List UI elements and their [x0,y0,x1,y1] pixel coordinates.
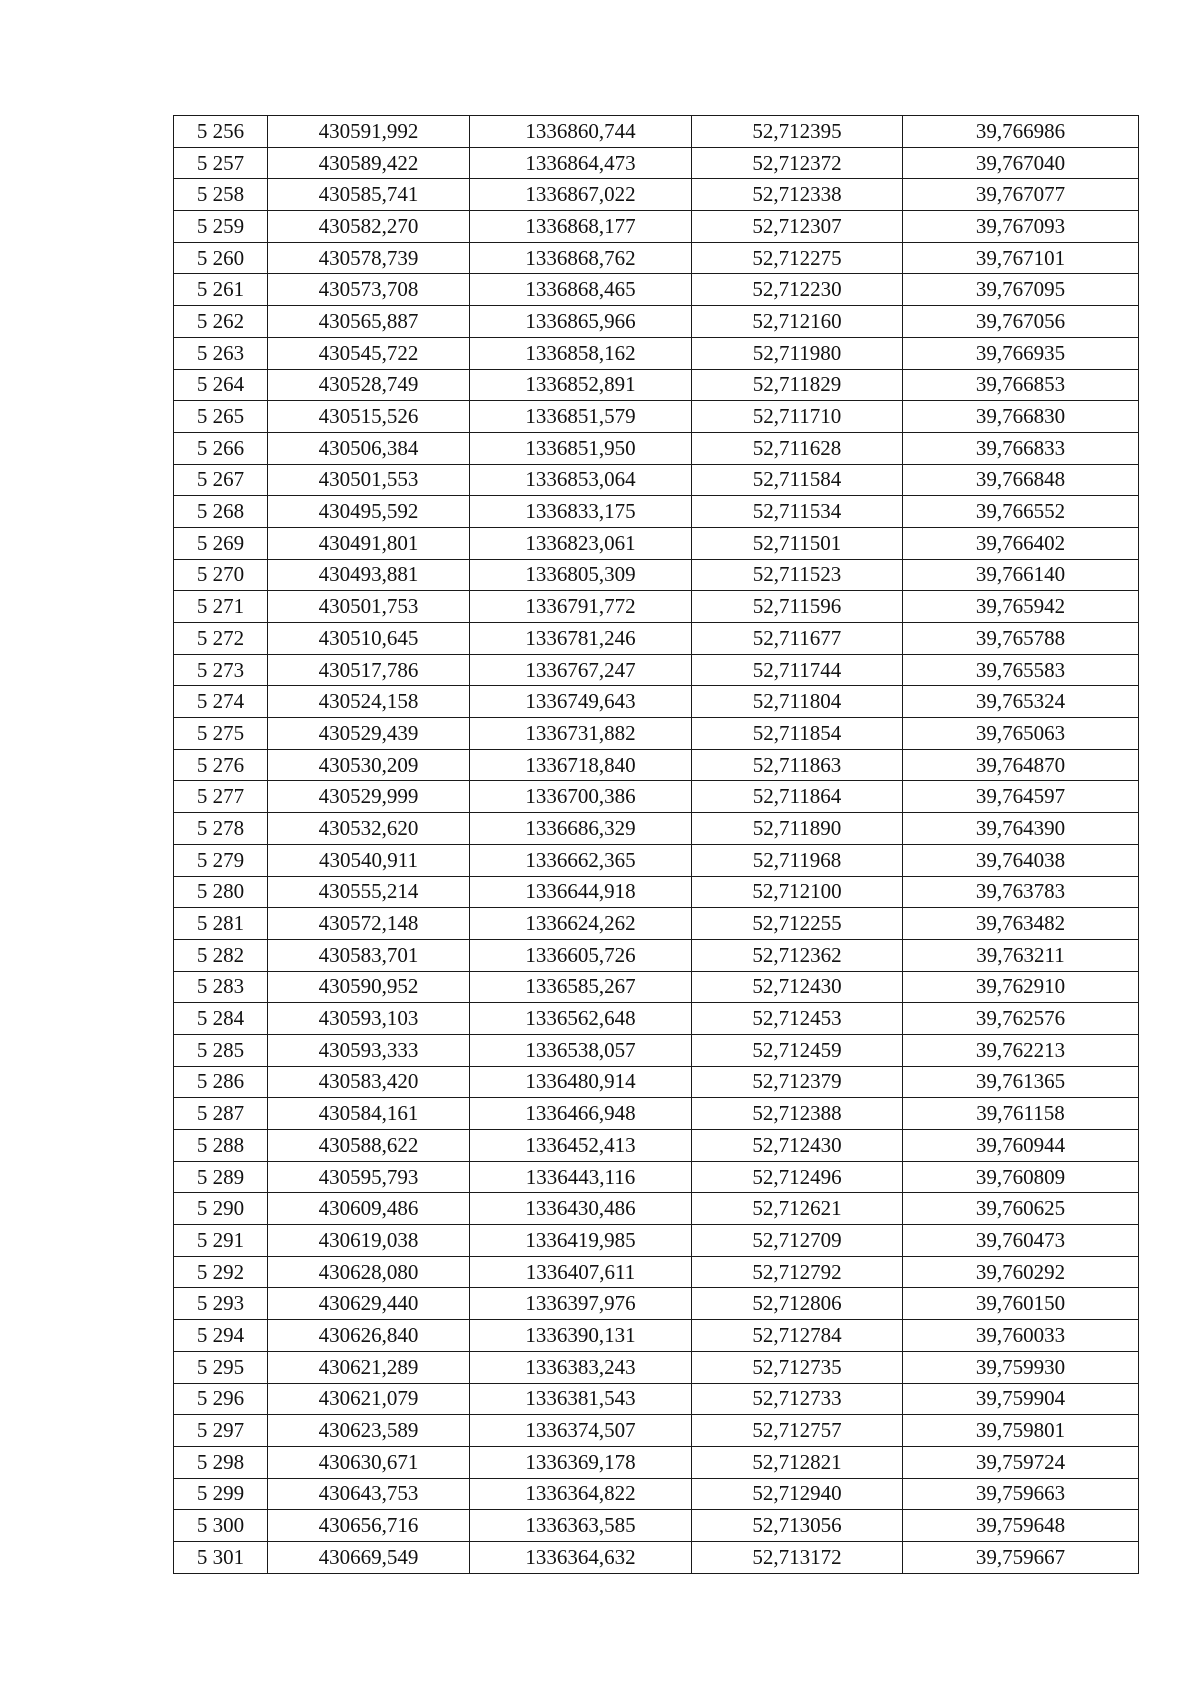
y-coordinate-cell: 1336562,648 [470,1003,692,1035]
x-coordinate-cell: 430491,801 [268,527,470,559]
latitude-cell: 52,712784 [692,1320,903,1352]
point-number-cell: 5 266 [174,432,268,464]
table-row [174,147,1139,179]
table-row [174,1541,1139,1573]
longitude-cell: 39,766986 [903,116,1139,148]
table-row [174,813,1139,845]
longitude-cell: 39,760809 [903,1161,1139,1193]
longitude-cell: 39,767095 [903,274,1139,306]
latitude-cell: 52,712100 [692,876,903,908]
x-coordinate-cell: 430593,103 [268,1003,470,1035]
x-coordinate-cell: 430669,549 [268,1541,470,1573]
y-coordinate-cell: 1336407,611 [470,1256,692,1288]
x-coordinate-cell: 430589,422 [268,147,470,179]
point-number-cell: 5 262 [174,306,268,338]
x-coordinate-cell: 430643,753 [268,1478,470,1510]
point-number-cell: 5 284 [174,1003,268,1035]
x-coordinate-cell: 430565,887 [268,306,470,338]
latitude-cell: 52,712379 [692,1066,903,1098]
table-row [174,1130,1139,1162]
point-number-cell: 5 287 [174,1098,268,1130]
latitude-cell: 52,712395 [692,116,903,148]
y-coordinate-cell: 1336852,891 [470,369,692,401]
x-coordinate-cell: 430656,716 [268,1510,470,1542]
point-number-cell: 5 277 [174,781,268,813]
y-coordinate-cell: 1336644,918 [470,876,692,908]
latitude-cell: 52,712940 [692,1478,903,1510]
point-number-cell: 5 261 [174,274,268,306]
x-coordinate-cell: 430588,622 [268,1130,470,1162]
point-number-cell: 5 298 [174,1446,268,1478]
x-coordinate-cell: 430628,080 [268,1256,470,1288]
coordinates-table [173,115,1139,1574]
x-coordinate-cell: 430573,708 [268,274,470,306]
x-coordinate-cell: 430532,620 [268,813,470,845]
y-coordinate-cell: 1336781,246 [470,623,692,655]
x-coordinate-cell: 430545,722 [268,337,470,369]
y-coordinate-cell: 1336868,177 [470,211,692,243]
longitude-cell: 39,765063 [903,718,1139,750]
point-number-cell: 5 297 [174,1415,268,1447]
latitude-cell: 52,712792 [692,1256,903,1288]
point-number-cell: 5 263 [174,337,268,369]
x-coordinate-cell: 430517,786 [268,654,470,686]
table-row [174,401,1139,433]
y-coordinate-cell: 1336805,309 [470,559,692,591]
table-row [174,527,1139,559]
y-coordinate-cell: 1336868,465 [470,274,692,306]
longitude-cell: 39,759667 [903,1541,1139,1573]
point-number-cell: 5 278 [174,813,268,845]
latitude-cell: 52,712621 [692,1193,903,1225]
longitude-cell: 39,766935 [903,337,1139,369]
x-coordinate-cell: 430626,840 [268,1320,470,1352]
latitude-cell: 52,711628 [692,432,903,464]
y-coordinate-cell: 1336585,267 [470,971,692,1003]
latitude-cell: 52,711596 [692,591,903,623]
x-coordinate-cell: 430540,911 [268,844,470,876]
y-coordinate-cell: 1336858,162 [470,337,692,369]
table-row [174,337,1139,369]
point-number-cell: 5 276 [174,749,268,781]
point-number-cell: 5 264 [174,369,268,401]
longitude-cell: 39,765788 [903,623,1139,655]
point-number-cell: 5 280 [174,876,268,908]
latitude-cell: 52,712372 [692,147,903,179]
x-coordinate-cell: 430495,592 [268,496,470,528]
table-row [174,1510,1139,1542]
table-row [174,844,1139,876]
latitude-cell: 52,712430 [692,971,903,1003]
latitude-cell: 52,711864 [692,781,903,813]
point-number-cell: 5 300 [174,1510,268,1542]
y-coordinate-cell: 1336823,061 [470,527,692,559]
x-coordinate-cell: 430501,753 [268,591,470,623]
table-row [174,242,1139,274]
y-coordinate-cell: 1336364,632 [470,1541,692,1573]
x-coordinate-cell: 430621,079 [268,1383,470,1415]
longitude-cell: 39,766848 [903,464,1139,496]
latitude-cell: 52,712255 [692,908,903,940]
y-coordinate-cell: 1336383,243 [470,1351,692,1383]
x-coordinate-cell: 430584,161 [268,1098,470,1130]
latitude-cell: 52,711804 [692,686,903,718]
longitude-cell: 39,766552 [903,496,1139,528]
y-coordinate-cell: 1336662,365 [470,844,692,876]
point-number-cell: 5 267 [174,464,268,496]
latitude-cell: 52,711584 [692,464,903,496]
longitude-cell: 39,766853 [903,369,1139,401]
latitude-cell: 52,711863 [692,749,903,781]
table-row [174,908,1139,940]
x-coordinate-cell: 430583,420 [268,1066,470,1098]
latitude-cell: 52,711980 [692,337,903,369]
longitude-cell: 39,760944 [903,1130,1139,1162]
longitude-cell: 39,759724 [903,1446,1139,1478]
y-coordinate-cell: 1336374,507 [470,1415,692,1447]
longitude-cell: 39,760033 [903,1320,1139,1352]
point-number-cell: 5 291 [174,1225,268,1257]
x-coordinate-cell: 430609,486 [268,1193,470,1225]
table-row [174,1193,1139,1225]
table-row [174,876,1139,908]
table-row [174,1478,1139,1510]
longitude-cell: 39,767056 [903,306,1139,338]
y-coordinate-cell: 1336749,643 [470,686,692,718]
point-number-cell: 5 256 [174,116,268,148]
point-number-cell: 5 258 [174,179,268,211]
x-coordinate-cell: 430528,749 [268,369,470,401]
x-coordinate-cell: 430582,270 [268,211,470,243]
y-coordinate-cell: 1336381,543 [470,1383,692,1415]
longitude-cell: 39,767077 [903,179,1139,211]
x-coordinate-cell: 430623,589 [268,1415,470,1447]
y-coordinate-cell: 1336700,386 [470,781,692,813]
table-row [174,1288,1139,1320]
point-number-cell: 5 285 [174,1034,268,1066]
y-coordinate-cell: 1336851,579 [470,401,692,433]
x-coordinate-cell: 430578,739 [268,242,470,274]
longitude-cell: 39,763211 [903,939,1139,971]
table-row [174,1383,1139,1415]
longitude-cell: 39,764597 [903,781,1139,813]
point-number-cell: 5 299 [174,1478,268,1510]
point-number-cell: 5 289 [174,1161,268,1193]
x-coordinate-cell: 430529,439 [268,718,470,750]
table-row [174,306,1139,338]
table-row [174,1098,1139,1130]
longitude-cell: 39,762213 [903,1034,1139,1066]
point-number-cell: 5 265 [174,401,268,433]
longitude-cell: 39,759930 [903,1351,1139,1383]
longitude-cell: 39,765324 [903,686,1139,718]
point-number-cell: 5 274 [174,686,268,718]
longitude-cell: 39,763783 [903,876,1139,908]
point-number-cell: 5 273 [174,654,268,686]
longitude-cell: 39,761365 [903,1066,1139,1098]
table-row [174,1066,1139,1098]
latitude-cell: 52,711710 [692,401,903,433]
point-number-cell: 5 294 [174,1320,268,1352]
point-number-cell: 5 270 [174,559,268,591]
longitude-cell: 39,760473 [903,1225,1139,1257]
latitude-cell: 52,712806 [692,1288,903,1320]
table-row [174,464,1139,496]
table-row [174,211,1139,243]
x-coordinate-cell: 430510,645 [268,623,470,655]
table-row [174,971,1139,1003]
table-row [174,718,1139,750]
point-number-cell: 5 288 [174,1130,268,1162]
table-row [174,179,1139,211]
table-row [174,623,1139,655]
table-row [174,939,1139,971]
latitude-cell: 52,711854 [692,718,903,750]
y-coordinate-cell: 1336718,840 [470,749,692,781]
table-row [174,496,1139,528]
y-coordinate-cell: 1336452,413 [470,1130,692,1162]
x-coordinate-cell: 430515,526 [268,401,470,433]
longitude-cell: 39,763482 [903,908,1139,940]
y-coordinate-cell: 1336430,486 [470,1193,692,1225]
latitude-cell: 52,713056 [692,1510,903,1542]
x-coordinate-cell: 430524,158 [268,686,470,718]
table-row [174,1415,1139,1447]
point-number-cell: 5 269 [174,527,268,559]
x-coordinate-cell: 430506,384 [268,432,470,464]
latitude-cell: 52,711534 [692,496,903,528]
longitude-cell: 39,764038 [903,844,1139,876]
point-number-cell: 5 282 [174,939,268,971]
longitude-cell: 39,765942 [903,591,1139,623]
point-number-cell: 5 296 [174,1383,268,1415]
x-coordinate-cell: 430585,741 [268,179,470,211]
point-number-cell: 5 257 [174,147,268,179]
longitude-cell: 39,761158 [903,1098,1139,1130]
y-coordinate-cell: 1336480,914 [470,1066,692,1098]
latitude-cell: 52,712275 [692,242,903,274]
latitude-cell: 52,711890 [692,813,903,845]
table-row [174,369,1139,401]
latitude-cell: 52,712430 [692,1130,903,1162]
x-coordinate-cell: 430595,793 [268,1161,470,1193]
latitude-cell: 52,711744 [692,654,903,686]
longitude-cell: 39,767093 [903,211,1139,243]
longitude-cell: 39,762576 [903,1003,1139,1035]
point-number-cell: 5 279 [174,844,268,876]
y-coordinate-cell: 1336686,329 [470,813,692,845]
y-coordinate-cell: 1336538,057 [470,1034,692,1066]
table-row [174,591,1139,623]
y-coordinate-cell: 1336851,950 [470,432,692,464]
point-number-cell: 5 283 [174,971,268,1003]
point-number-cell: 5 295 [174,1351,268,1383]
point-number-cell: 5 301 [174,1541,268,1573]
x-coordinate-cell: 430621,289 [268,1351,470,1383]
latitude-cell: 52,712160 [692,306,903,338]
longitude-cell: 39,765583 [903,654,1139,686]
longitude-cell: 39,764390 [903,813,1139,845]
longitude-cell: 39,767040 [903,147,1139,179]
longitude-cell: 39,759663 [903,1478,1139,1510]
table-row [174,1161,1139,1193]
y-coordinate-cell: 1336791,772 [470,591,692,623]
table-row [174,432,1139,464]
y-coordinate-cell: 1336731,882 [470,718,692,750]
latitude-cell: 52,711829 [692,369,903,401]
x-coordinate-cell: 430530,209 [268,749,470,781]
y-coordinate-cell: 1336443,116 [470,1161,692,1193]
x-coordinate-cell: 430630,671 [268,1446,470,1478]
x-coordinate-cell: 430591,992 [268,116,470,148]
point-number-cell: 5 259 [174,211,268,243]
x-coordinate-cell: 430629,440 [268,1288,470,1320]
latitude-cell: 52,712496 [692,1161,903,1193]
longitude-cell: 39,760150 [903,1288,1139,1320]
longitude-cell: 39,766830 [903,401,1139,433]
longitude-cell: 39,760292 [903,1256,1139,1288]
table-row [174,1034,1139,1066]
longitude-cell: 39,766402 [903,527,1139,559]
x-coordinate-cell: 430572,148 [268,908,470,940]
y-coordinate-cell: 1336867,022 [470,179,692,211]
latitude-cell: 52,713172 [692,1541,903,1573]
table-row [174,559,1139,591]
y-coordinate-cell: 1336369,178 [470,1446,692,1478]
latitude-cell: 52,712453 [692,1003,903,1035]
latitude-cell: 52,712821 [692,1446,903,1478]
latitude-cell: 52,711968 [692,844,903,876]
latitude-cell: 52,711523 [692,559,903,591]
latitude-cell: 52,711677 [692,623,903,655]
longitude-cell: 39,759648 [903,1510,1139,1542]
latitude-cell: 52,712757 [692,1415,903,1447]
y-coordinate-cell: 1336419,985 [470,1225,692,1257]
latitude-cell: 52,712362 [692,939,903,971]
latitude-cell: 52,712338 [692,179,903,211]
coordinates-table-body [174,116,1139,1574]
latitude-cell: 52,711501 [692,527,903,559]
point-number-cell: 5 292 [174,1256,268,1288]
x-coordinate-cell: 430501,553 [268,464,470,496]
y-coordinate-cell: 1336860,744 [470,116,692,148]
x-coordinate-cell: 430493,881 [268,559,470,591]
x-coordinate-cell: 430619,038 [268,1225,470,1257]
point-number-cell: 5 275 [174,718,268,750]
table-row [174,781,1139,813]
y-coordinate-cell: 1336767,247 [470,654,692,686]
table-row [174,1351,1139,1383]
table-row [174,686,1139,718]
longitude-cell: 39,766833 [903,432,1139,464]
point-number-cell: 5 271 [174,591,268,623]
point-number-cell: 5 272 [174,623,268,655]
latitude-cell: 52,712307 [692,211,903,243]
y-coordinate-cell: 1336624,262 [470,908,692,940]
y-coordinate-cell: 1336363,585 [470,1510,692,1542]
longitude-cell: 39,766140 [903,559,1139,591]
table-row [174,116,1139,148]
table-row [174,1446,1139,1478]
x-coordinate-cell: 430583,701 [268,939,470,971]
y-coordinate-cell: 1336868,762 [470,242,692,274]
table-row [174,1320,1139,1352]
longitude-cell: 39,767101 [903,242,1139,274]
longitude-cell: 39,759904 [903,1383,1139,1415]
longitude-cell: 39,762910 [903,971,1139,1003]
table-row [174,274,1139,306]
x-coordinate-cell: 430529,999 [268,781,470,813]
latitude-cell: 52,712459 [692,1034,903,1066]
y-coordinate-cell: 1336605,726 [470,939,692,971]
y-coordinate-cell: 1336833,175 [470,496,692,528]
y-coordinate-cell: 1336364,822 [470,1478,692,1510]
x-coordinate-cell: 430590,952 [268,971,470,1003]
table-row [174,1225,1139,1257]
y-coordinate-cell: 1336390,131 [470,1320,692,1352]
x-coordinate-cell: 430593,333 [268,1034,470,1066]
point-number-cell: 5 268 [174,496,268,528]
table-row [174,1256,1139,1288]
longitude-cell: 39,759801 [903,1415,1139,1447]
table-row [174,749,1139,781]
y-coordinate-cell: 1336466,948 [470,1098,692,1130]
latitude-cell: 52,712230 [692,274,903,306]
longitude-cell: 39,760625 [903,1193,1139,1225]
x-coordinate-cell: 430555,214 [268,876,470,908]
latitude-cell: 52,712709 [692,1225,903,1257]
point-number-cell: 5 290 [174,1193,268,1225]
longitude-cell: 39,764870 [903,749,1139,781]
point-number-cell: 5 260 [174,242,268,274]
table-row [174,654,1139,686]
y-coordinate-cell: 1336864,473 [470,147,692,179]
latitude-cell: 52,712733 [692,1383,903,1415]
point-number-cell: 5 293 [174,1288,268,1320]
latitude-cell: 52,712735 [692,1351,903,1383]
table-row [174,1003,1139,1035]
latitude-cell: 52,712388 [692,1098,903,1130]
point-number-cell: 5 286 [174,1066,268,1098]
y-coordinate-cell: 1336865,966 [470,306,692,338]
point-number-cell: 5 281 [174,908,268,940]
y-coordinate-cell: 1336853,064 [470,464,692,496]
y-coordinate-cell: 1336397,976 [470,1288,692,1320]
